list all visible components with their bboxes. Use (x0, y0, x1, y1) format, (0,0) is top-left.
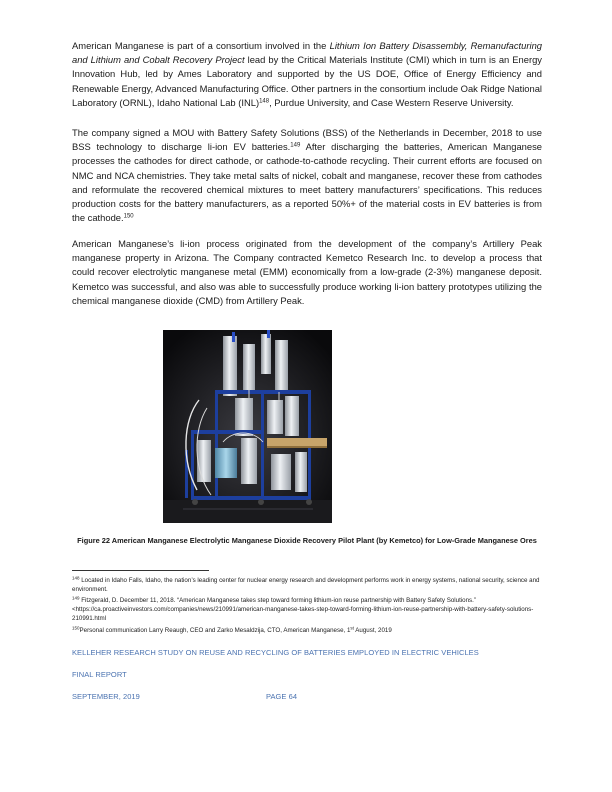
pilot-plant-illustration (163, 330, 332, 523)
paragraph-bss-mou: The company signed a MOU with Battery Safety Solutions (BSS) of the Netherlands in December, 2018 to use BSS technology to discharge li-ion EV batteries.$^{149}$ After discharging the batteries, American Manganese processes the cathodes for direct cathode, or cathode-to-cathode recycling. Their current efforts are focused on NMC and NCA chemistries. They take metal salts of nickel, cobalt and manganese, recover these from cathodes and reformulate the recovered chemical mixtures to meet battery manufacturers’ specifications. This reduces production costs for the battery manufacturers, as a reported 50%+ of the material costs in EV batteries is from the cathode.$^{150}$ (72, 127, 542, 224)
footnote-149: $^{149}$ Fitzgerald, D. December 11, 2018. “American Manganese takes step toward forming lithium-ion reuse partnership with Battery Safety Solutions.” <https://ca.proactiveinvestors.com/companies/news/210991/american-manganese-takes-step-toward-forming-lithium-ion-reuse-partnership-with-battery-safety-solutions-210991.html (72, 595, 534, 623)
figure-caption: Figure 22 American Manganese Electrolytic Manganese Dioxide Recovery Pilot Plant (by Kemetco) for Low-Grade Manganese Ores (77, 536, 537, 545)
footer-date: SEPTEMBER, 2019 (72, 692, 140, 701)
footnote-divider (72, 570, 209, 571)
footer-report: FINAL REPORT (72, 670, 127, 679)
footnote-ref-150[interactable]: 150 (123, 213, 134, 220)
paragraph-consortium: American Manganese is part of a consortium involved in the Lithium Ion Battery Disassembly, Remanufacturing and Lithium and Cobalt Recovery Project lead by the Critical Materials Institute (CMI) which in turn is an Energy Innovation Hub, led by Ames Laboratory and supported by the US DOE, Office of Energy Efficiency and Renewable Energy, Advanced Manufacturing Office. Other partners in the consortium include Oak Ridge National Laboratory (ORNL), Idaho National Lab (INL)$^{148}$, Purdue University, and Case Western Reserve University. (72, 40, 543, 108)
footnote-148: $^{148}$ Located in Idaho Falls, Idaho, the nation’s leading center for nuclear energy research and development performs work in energy systems, national security, science and environment. (72, 575, 540, 594)
footnote-ref-148[interactable]: 148 (259, 98, 270, 105)
paragraph-artillery-peak: American Manganese’s li-ion process originated from the development of the company’s Artillery Peak manganese property in Arizona. The Company contracted Kemetco Research Inc. to develop a process that could recover electrolytic manganese metal (EMM) economically from a low-grade (2-3%) manganese deposit. Kemetco was successful, and also was able to successfully produce working li-ion battery prototypes utilizing the chemical manganese dioxide (CMD) from Artillery Peak. (72, 238, 542, 306)
footer-page-number: PAGE 64 (266, 692, 298, 701)
footer-study-title: KELLEHER RESEARCH STUDY ON REUSE AND RECYCLING OF BATTERIES EMPLOYED IN ELECTRIC VEHICLES (72, 648, 479, 657)
footnote-ref-149[interactable]: 149 (290, 142, 301, 149)
pilot-plant-photo (163, 330, 332, 523)
footnote-150: $^{150}$Personal communication Larry Reaugh, CEO and Zarko Mesaldzija, CTO, American Manganese, 1st August, 2019 (72, 625, 392, 634)
